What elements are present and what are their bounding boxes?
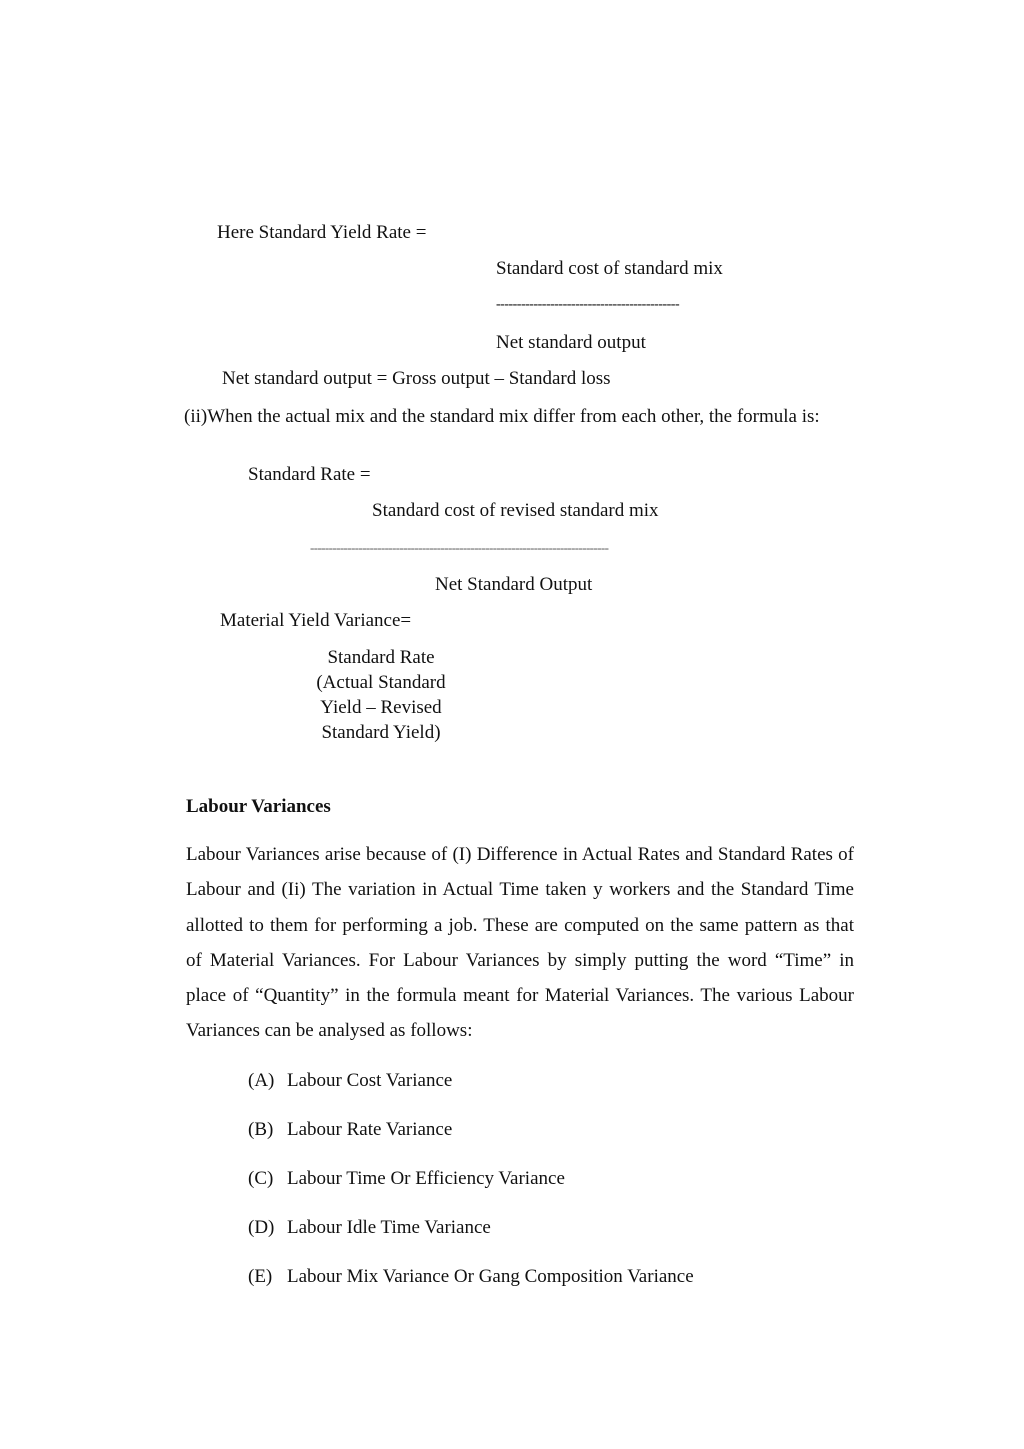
list-marker: (A) xyxy=(248,1070,275,1091)
list-item-text: Labour Rate Variance xyxy=(287,1119,453,1140)
labour-variances-heading: Labour Variances xyxy=(186,796,331,817)
mix-differ-text: (ii)When the actual mix and the standard mix differ from each other, the formula is: xyxy=(184,406,820,427)
yield-variance-formula xyxy=(306,645,456,745)
labour-variance-list xyxy=(248,1067,694,1312)
yield-rate-denominator: Net standard output xyxy=(496,332,646,353)
standard-rate-label: Standard Rate = xyxy=(248,464,371,485)
list-item xyxy=(248,1116,694,1165)
standard-rate-fraction-bar: -------------------------------------------------------------------------------- xyxy=(310,541,609,554)
list-item xyxy=(248,1067,694,1116)
yield-variance-line: (Actual Standard xyxy=(316,672,446,693)
net-output-formula: Net standard output = Gross output – Standard loss xyxy=(222,368,611,389)
yield-variance-line: Standard Yield) xyxy=(321,722,441,743)
list-item-text: Labour Mix Variance Or Gang Composition Variance xyxy=(287,1266,694,1287)
list-item-text: Labour Idle Time Variance xyxy=(287,1217,491,1238)
yield-variance-line: Standard Rate xyxy=(327,647,435,668)
list-item xyxy=(248,1165,694,1214)
list-item xyxy=(248,1214,694,1263)
yield-rate-fraction-bar: -------------------------------------------- xyxy=(496,298,680,312)
list-item-text: Labour Time Or Efficiency Variance xyxy=(287,1168,565,1189)
yield-variance-line: Yield – Revised xyxy=(320,697,442,718)
labour-variances-paragraph: Labour Variances arise because of (I) Difference in Actual Rates and Standard Rates of Labour and (Ii) The variation in Actual Time taken y workers and the Standard Time allotted to them for performing a job. These are computed on the same pattern as that of Material Variances. For Labour Variances by simply putting the word “Time” in place of “Quantity” in the formula meant for Material Variances. The various Labour Variances can be analysed as follows: xyxy=(186,844,854,1042)
yield-variance-label: Material Yield Variance= xyxy=(220,610,412,631)
yield-rate-label: Here Standard Yield Rate = xyxy=(217,222,427,243)
list-marker: (C) xyxy=(248,1168,274,1189)
list-item-text: Labour Cost Variance xyxy=(287,1070,453,1091)
standard-rate-numerator: Standard cost of revised standard mix xyxy=(372,500,659,521)
list-marker: (E) xyxy=(248,1266,273,1287)
standard-rate-denominator: Net Standard Output xyxy=(435,574,593,595)
list-marker: (D) xyxy=(248,1217,275,1238)
yield-rate-numerator: Standard cost of standard mix xyxy=(496,258,723,279)
list-marker: (B) xyxy=(248,1119,274,1140)
list-item xyxy=(248,1263,694,1312)
